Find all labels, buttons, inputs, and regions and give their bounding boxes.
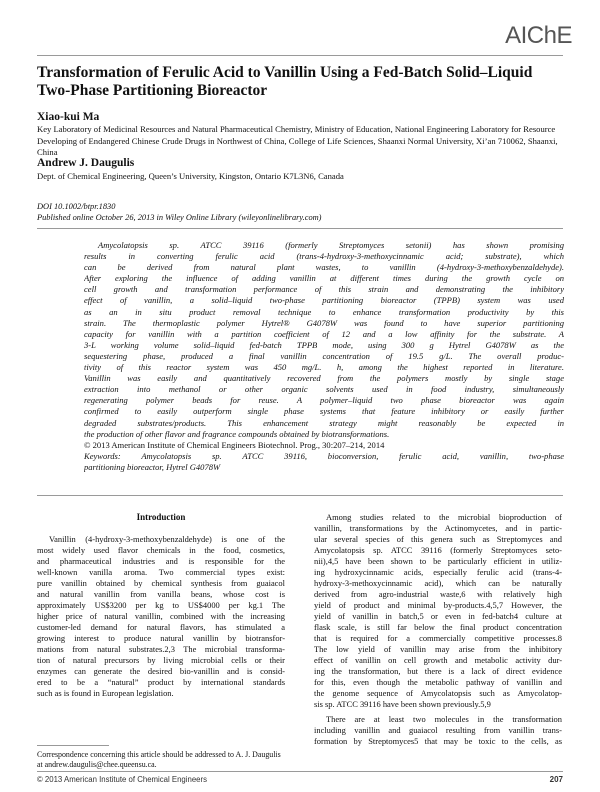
abstract — [84, 240, 564, 473]
copyright-line: © 2013 American Institute of Chemical Engineers Biotechnol. Prog., 30:207–214, 2014 — [84, 439, 385, 450]
body-line: effect of vanillin on cell growth and metabolic activity dur- — [314, 655, 562, 665]
body-line: enzymes can generate the desired bio-vanillin and is consid- — [37, 666, 285, 676]
body-line: Vanillin (4-hydroxy-3-methoxybenzaldehyde) is one of the — [49, 534, 285, 544]
abstract-rule — [37, 495, 563, 496]
section-heading-introduction: Introduction — [136, 512, 186, 522]
article-title: Transformation of Ferulic Acid to Vanillin Using a Fed-Batch Solid–Liquid Two-Phase Partitioning Bioreactor — [37, 64, 533, 99]
abstract-line: 3-L working volume solid–liquid fed-batch TPPB mode, using 300 g Hytrel G4078W as the — [84, 339, 564, 350]
body-line: ing the transformation, but there is a lack of direct evidence — [314, 666, 562, 676]
abstract-line: After exploring the influence of adding vanillin at different times during the growth cycle on — [84, 273, 564, 284]
body-line: and pharmaceutical industries and is responsible for the — [37, 556, 285, 566]
correspondence-footnote: Correspondence concerning this article should be addressed to A. J. Daugulis at andrew.daugulis@chee.queensu.ca. — [37, 750, 281, 769]
abstract-line: strain. The thermoplastic polymer Hytrel® G4078W was found to have superior partitioning — [84, 317, 564, 328]
abstract-line: Vanillin was easily and quantitatively recovered from the polymers mostly by single stage — [84, 373, 564, 384]
body-line: flask scale, is still far below the final product concentration — [314, 622, 562, 632]
footnote-rule — [37, 745, 109, 746]
abstract-line: Amycolatopsis sp. ATCC 39116 (formerly Streptomyces setonii) has shown promising — [98, 240, 564, 250]
body-line: ular several species of this genera such as Streptomyces and — [314, 534, 562, 544]
body-line: Amycolatopsis sp. ATCC 39116 (formerly Streptomyces seto- — [314, 545, 562, 555]
header-rule — [37, 228, 563, 229]
author-name-2: Andrew J. Daugulis — [37, 157, 135, 169]
body-line: There are at least two molecules in the transformation — [326, 714, 562, 724]
body-line: Among studies related to the microbial bioproduction of — [326, 512, 562, 522]
abstract-line: capacity for vanillin with a partition coefficient of 12 and a low affinity for the substrate. A — [84, 328, 564, 339]
body-line: The low yield of vanillin may arise from the inhibitory — [314, 644, 562, 654]
abstract-line: sequestering phase, produced a final vanillin concentration of 19.5 g/L. The overall produc- — [84, 350, 564, 361]
body-line: tion of natural precursors by living microbial cells or their — [37, 655, 285, 665]
abstract-line: degraded substrates/products. This enhancement strategy might reasonably be expected in — [84, 417, 564, 428]
footer-rule — [37, 771, 563, 772]
left-column — [37, 512, 285, 699]
body-line: hydroxy-3-methoxycinnamic acid), which can be naturally — [314, 578, 562, 588]
body-line: mations from natural substrates.2,3 The microbial transforma- — [37, 644, 285, 654]
body-line: ered to be a “natural” product by international standards — [37, 677, 285, 687]
keywords-line: Keywords: Amycolatopsis sp. ATCC 39116, bioconversion, ferulic acid, vanillin, two-phase — [84, 450, 564, 461]
footer-copyright: © 2013 American Institute of Chemical Engineers — [37, 775, 208, 784]
body-line: including vanillin and guaiacol resulting from vanillin trans- — [314, 725, 562, 735]
body-line: that is required for a commercially competitive processes.8 — [314, 633, 562, 643]
abstract-line: extraction into methanol or other organic solvents used in food industry, simultaneously — [84, 384, 564, 395]
body-line: yield of product and minimal by-products.4,5,7 However, the — [314, 600, 562, 610]
abstract-line: confirmed to easily outperform single phase systems that feature inhibitory or easily further — [84, 406, 564, 417]
body-line: nii),4,5 have been shown to be particularly efficient in utiliz- — [314, 556, 562, 566]
body-line: and natural vanillin from vanilla beans, whose cost is — [37, 589, 285, 599]
abstract-line: as an in situ product removal technique to enhance transformation productivity by this — [84, 306, 564, 317]
abstract-line: the production of other flavor and fragrance compounds obtained by biotransformations. — [84, 428, 390, 439]
abstract-line: tivity of this reactor system was 450 mg/L. h, among the highest reported in literature. — [84, 362, 564, 373]
abstract-line: can be derived from natural plant wastes, to vanillin (4-hydroxy-3-methoxybenzaldehyde). — [84, 262, 564, 273]
body-line: derived from agro-industrial waste,6 with relatively high — [314, 589, 562, 599]
journal-logo: AIChE — [505, 22, 572, 49]
doi-text: DOI 10.1002/btpr.1830 — [37, 202, 116, 211]
body-line: most widely used flavor chemicals in the food, cosmetics, — [37, 545, 285, 555]
body-line: for this, even though the metabolic pathway of vanillin and — [314, 677, 562, 687]
abstract-line: cell growth and transformation performance of this strain and demonstrating the inhibitory — [84, 284, 564, 295]
body-line: ing hydroxycinnamic acids, especially ferulic acid (trans-4- — [314, 567, 562, 577]
body-line: customer-led demand for natural flavors, has stimulated a — [37, 622, 285, 632]
abstract-line: results in converting ferulic acid (trans-4-hydroxy-3-methoxycinnamic acid; substrate), which — [84, 251, 564, 262]
page-number: 207 — [549, 775, 563, 784]
author-affiliation-2: Dept. of Chemical Engineering, Queen’s University, Kingston, Ontario K7L3N6, Canada — [37, 171, 344, 181]
body-line: approximately US$3200 per kg to US$4000 per kg.1 The — [37, 600, 285, 610]
article-meta — [37, 201, 321, 223]
author-affiliation-1: Key Laboratory of Medicinal Resources and Natural Pharmaceutical Chemistry, Ministry of Education, National Engineering Laboratory for Resource Developing of Endangered Chinese Crude Drugs in Northwest of China, College of Life Sciences, Shaanxi Normal University, Xi’an 710062, Shaanxi, China — [37, 124, 558, 157]
published-text: Published online October 26, 2013 in Wiley Online Library (wileyonlinelibrary.com) — [37, 213, 322, 222]
body-line: formation by Streptomyces5 that may be toxic to the cells, as — [314, 736, 562, 746]
body-line: yield of vanillin in batch,5 or even in fed-batch4 culture at — [314, 611, 562, 621]
author-name-1: Xiao-kui Ma — [37, 111, 100, 123]
body-line: the genome sequence of Amycolatopsis such as Amycolatop- — [314, 688, 562, 698]
body-line: such as is found in European legislation. — [37, 688, 174, 698]
body-line: growing interest to produce natural vanillin by biotransfor- — [37, 633, 285, 643]
abstract-line: regenerating polymer beads for reuse. A polymer–liquid two phase bioreactor was again — [84, 395, 564, 406]
body-line: higher price of natural vanillin, combined with the increasing — [37, 611, 285, 621]
keywords-line: partitioning bioreactor, Hytrel G4078W — [84, 461, 221, 472]
body-line: sis sp. ATCC 39116 have been shown previously.5,9 — [314, 699, 491, 709]
body-line: vanillin, transformations by the Actinomycetes, and in partic- — [314, 523, 562, 533]
body-line: pure vanillin obtained by chemical synthesis from guaiacol — [37, 578, 285, 588]
top-rule — [37, 55, 563, 56]
right-column — [314, 512, 562, 747]
abstract-line: effect of vanillin, a solid–liquid two-phase partitioning bioreactor (TPPB) system was used — [84, 295, 564, 306]
body-line: well-known vanilla aroma. Two commercial types exist: — [37, 567, 285, 577]
